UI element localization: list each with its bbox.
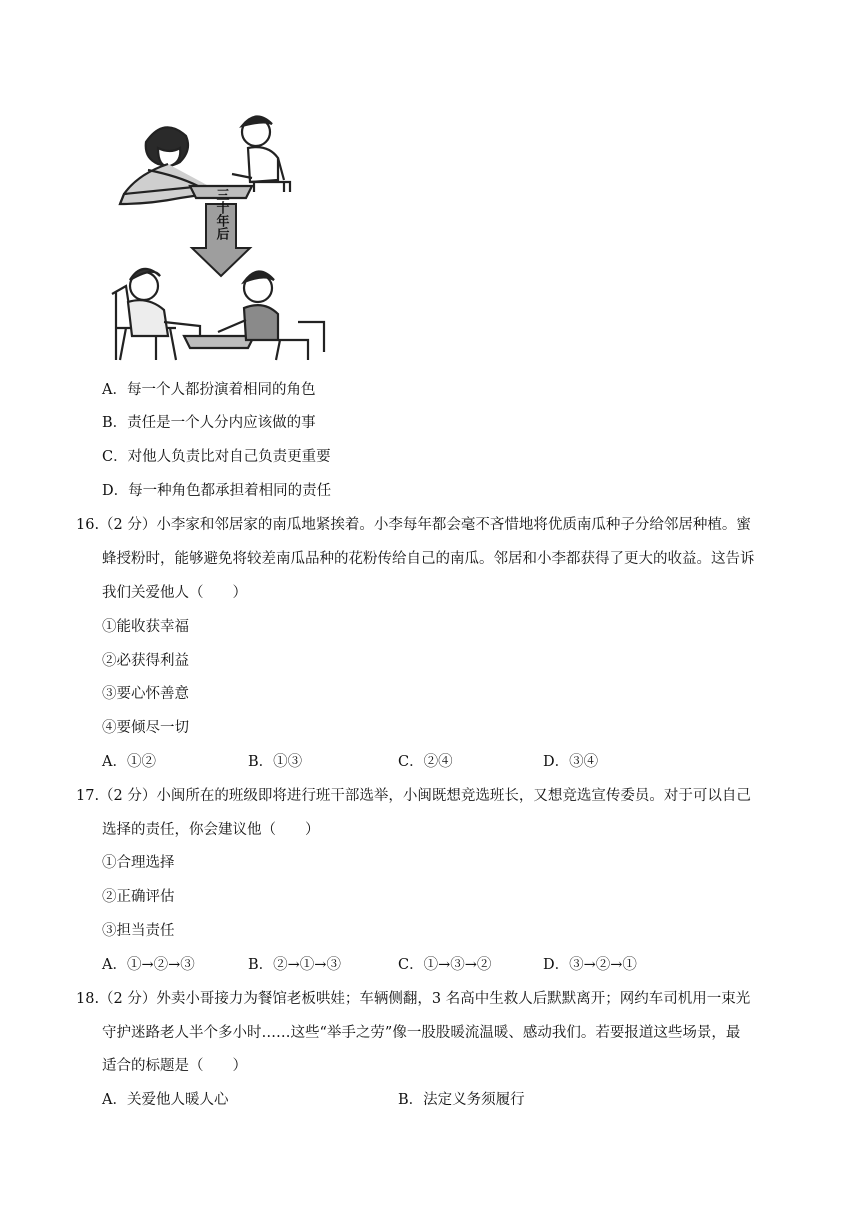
mother-washing-feet-scene [120, 116, 290, 204]
q16-option-c: C．②④ [398, 754, 453, 770]
q17-option-c: C．①→③→② [398, 957, 492, 973]
q16-stem-line-1: 16.（2 分）小李家和邻居家的南瓜地紧挨着。小李每年都会毫不吝惜地将优质南瓜种子分给邻居种植。蜜 [76, 517, 751, 533]
q16-option-b: B．①③ [248, 754, 303, 770]
q16-item-2: ②必获得利益 [102, 653, 189, 669]
q16-item-3: ③要心怀善意 [102, 686, 189, 702]
q16-option-a: A．①② [102, 754, 156, 770]
q15-option-b: B．责任是一个人分内应该做的事 [102, 415, 316, 431]
q17-item-3: ③担当责任 [102, 923, 175, 939]
q18-option-b: B．法定义务须履行 [398, 1092, 525, 1108]
q15-option-c: C．对他人负责比对自己负责更重要 [102, 449, 331, 465]
arrow-caption: 三十年后 [213, 188, 229, 240]
q16-stem-line-2: 蜂授粉时，能够避免将较差南瓜品种的花粉传给自己的南瓜。邻居和小李都获得了更大的收益。这告诉 [102, 551, 755, 567]
q18-option-a: A．关爱他人暖人心 [102, 1092, 229, 1108]
q17-option-b: B．②→①→③ [248, 957, 341, 973]
q16-stem-line-3: 我们关爱他人（ ） [102, 585, 247, 601]
q18-stem-line-3: 适合的标题是（ ） [102, 1058, 247, 1074]
cartoon-illustration [108, 108, 333, 368]
q15-option-a: A．每一个人都扮演着相同的角色 [102, 382, 316, 398]
q16-item-4: ④要倾尽一切 [102, 720, 189, 736]
q17-option-a: A．①→②→③ [102, 957, 195, 973]
q17-option-d: D．③→②→① [543, 957, 637, 973]
q16-item-1: ①能收获幸福 [102, 619, 189, 635]
q18-stem-line-2: 守护迷路老人半个多小时……这些“举手之劳”像一股股暖流温暖、感动我们。若要报道这些场景，最 [102, 1025, 741, 1041]
q17-stem-line-2: 选择的责任，你会建议他（ ） [102, 822, 320, 838]
q17-item-2: ②正确评估 [102, 889, 175, 905]
q15-option-d: D．每一种角色都承担着相同的责任 [102, 483, 332, 499]
q17-item-1: ①合理选择 [102, 855, 175, 871]
q18-stem-line-1: 18.（2 分）外卖小哥接力为餐馆老板哄娃；车辆侧翻，3 名高中生救人后默默离开；网约车司机用一束光 [76, 991, 751, 1007]
son-washing-mother-feet-scene [112, 269, 324, 360]
q16-option-d: D．③④ [543, 754, 599, 770]
q17-stem-line-1: 17.（2 分）小闽所在的班级即将进行班干部选举，小闽既想竞选班长，又想竞选宣传委员。对于可以自己 [76, 788, 751, 804]
